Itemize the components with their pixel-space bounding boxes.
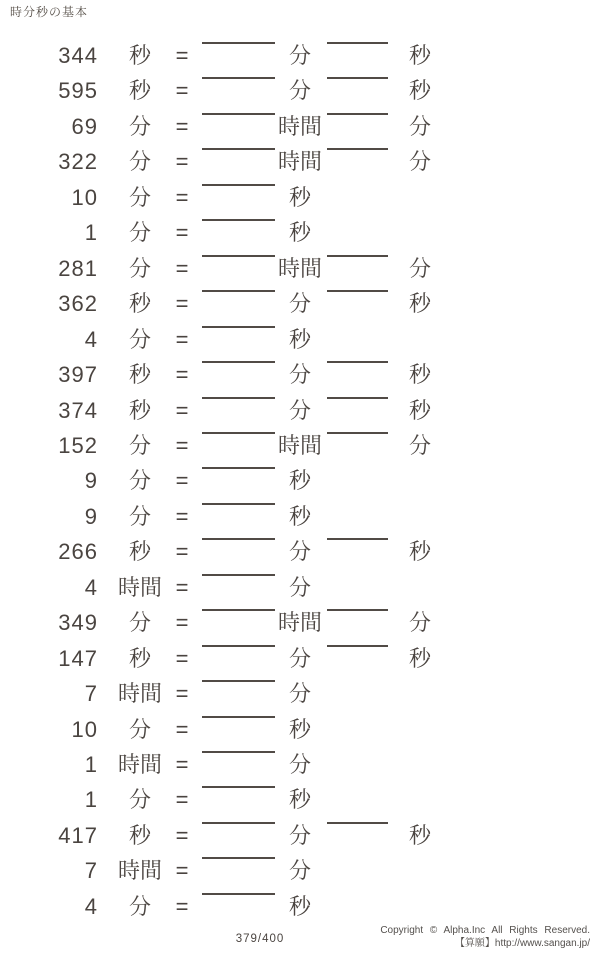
problem-from-unit: 時間 <box>117 681 162 707</box>
problem-unit-a: 秒 <box>288 787 311 813</box>
problem-unit-b: 秒 <box>408 645 431 671</box>
site-url[interactable]: 【算願】http://www.sangan.jp/ <box>454 937 590 949</box>
problem-row <box>0 751 600 787</box>
problem-from-unit: 分 <box>128 184 151 210</box>
problem-from-unit: 秒 <box>128 539 151 565</box>
problem-from-unit: 時間 <box>117 752 162 777</box>
problem-value: 152 <box>58 432 98 458</box>
problem-unit-a: 分 <box>288 752 311 777</box>
problem-row <box>0 184 600 220</box>
problem-unit-b: 分 <box>408 113 431 139</box>
problem-from-unit: 秒 <box>128 822 151 848</box>
problem-value: 69 <box>71 113 98 139</box>
problem-unit-a: 分 <box>288 78 311 104</box>
equals-sign: = <box>175 43 189 68</box>
problem-unit-b: 分 <box>408 610 431 636</box>
equals-sign: = <box>175 78 189 104</box>
problem-unit-a: 秒 <box>288 468 311 494</box>
problem-row <box>0 467 600 503</box>
problem-unit-a: 分 <box>288 43 311 68</box>
answer-blank-2[interactable] <box>327 397 388 399</box>
problem-unit-a: 秒 <box>288 716 311 742</box>
problem-row <box>0 148 600 184</box>
problem-value: 4 <box>84 574 98 600</box>
problem-row <box>0 219 600 255</box>
answer-blank-2[interactable] <box>327 255 388 257</box>
problem-unit-a: 分 <box>288 822 311 848</box>
problem-value: 374 <box>58 397 98 423</box>
problem-unit-b: 分 <box>408 255 431 281</box>
problem-unit-b: 秒 <box>408 822 431 848</box>
problem-from-unit: 時間 <box>117 858 162 884</box>
problem-value: 9 <box>84 503 98 529</box>
problem-unit-a: 分 <box>288 362 311 388</box>
problem-from-unit: 秒 <box>128 397 151 423</box>
page-title: 時分秒の基本 <box>10 5 89 19</box>
problem-value: 397 <box>58 362 98 388</box>
problem-from-unit: 分 <box>128 503 151 529</box>
problem-row <box>0 397 600 433</box>
problem-row <box>0 361 600 397</box>
problem-unit-b: 秒 <box>408 539 431 565</box>
problem-row <box>0 680 600 716</box>
answer-blank-2[interactable] <box>327 361 388 363</box>
problem-row <box>0 432 600 468</box>
problem-row <box>0 503 600 539</box>
equals-sign: = <box>175 184 189 210</box>
problem-unit-a: 時間 <box>277 432 322 458</box>
problem-from-unit: 分 <box>128 432 151 458</box>
problem-from-unit: 分 <box>128 610 151 636</box>
problem-unit-a: 時間 <box>277 113 322 139</box>
problem-value: 1 <box>84 752 98 777</box>
problem-from-unit: 秒 <box>128 291 151 317</box>
problem-row <box>0 77 600 113</box>
problem-unit-b: 秒 <box>408 78 431 104</box>
problem-unit-b: 秒 <box>408 43 431 68</box>
problem-unit-a: 分 <box>288 645 311 671</box>
problem-unit-a: 時間 <box>277 255 322 281</box>
problem-row <box>0 574 600 610</box>
problem-from-unit: 分 <box>128 220 151 246</box>
problem-unit-b: 秒 <box>408 291 431 317</box>
equals-sign: = <box>175 893 189 919</box>
problem-from-unit: 秒 <box>128 78 151 104</box>
problem-unit-a: 分 <box>288 858 311 884</box>
problem-value: 10 <box>71 716 98 742</box>
equals-sign: = <box>175 822 189 848</box>
problem-unit-a: 秒 <box>288 220 311 246</box>
problem-unit-a: 秒 <box>288 503 311 529</box>
problem-unit-b: 分 <box>408 432 431 458</box>
problem-unit-a: 秒 <box>288 184 311 210</box>
problem-value: 7 <box>84 858 98 884</box>
problem-unit-b: 分 <box>408 149 431 175</box>
equals-sign: = <box>175 432 189 458</box>
equals-sign: = <box>175 326 189 352</box>
equals-sign: = <box>175 858 189 884</box>
equals-sign: = <box>175 503 189 529</box>
answer-blank-2[interactable] <box>327 42 388 44</box>
problem-row <box>0 822 600 858</box>
problem-row <box>0 290 600 326</box>
problem-value: 7 <box>84 681 98 707</box>
equals-sign: = <box>175 255 189 281</box>
problem-row <box>0 857 600 893</box>
problem-value: 595 <box>58 78 98 104</box>
problem-row <box>0 645 600 681</box>
answer-blank-2[interactable] <box>327 645 388 647</box>
problem-from-unit: 分 <box>128 326 151 352</box>
equals-sign: = <box>175 716 189 742</box>
problem-unit-b: 秒 <box>408 397 431 423</box>
problem-row <box>0 538 600 574</box>
answer-blank-2[interactable] <box>327 609 388 611</box>
problem-from-unit: 分 <box>128 113 151 139</box>
problem-from-unit: 秒 <box>128 645 151 671</box>
answer-blank-2[interactable] <box>327 77 388 79</box>
page-number: 379/400 <box>235 933 285 945</box>
problem-value: 10 <box>71 184 98 210</box>
problem-row <box>0 255 600 291</box>
problem-from-unit: 分 <box>128 149 151 175</box>
problem-unit-b: 秒 <box>408 362 431 388</box>
problem-row <box>0 42 600 78</box>
copyright-text: Copyright © Alpha.Inc All Rights Reserved. <box>380 925 590 936</box>
problem-value: 1 <box>84 787 98 813</box>
problem-from-unit: 分 <box>128 468 151 494</box>
problem-unit-a: 時間 <box>277 149 322 175</box>
problem-value: 349 <box>58 610 98 636</box>
problem-from-unit: 秒 <box>128 362 151 388</box>
problem-from-unit: 秒 <box>128 43 151 68</box>
problem-unit-a: 時間 <box>277 610 322 636</box>
problem-value: 1 <box>84 220 98 246</box>
problem-value: 9 <box>84 468 98 494</box>
equals-sign: = <box>175 468 189 494</box>
problem-unit-a: 分 <box>288 539 311 565</box>
equals-sign: = <box>175 149 189 175</box>
problem-unit-a: 分 <box>288 291 311 317</box>
problem-unit-a: 分 <box>288 574 311 600</box>
problem-value: 344 <box>58 43 98 68</box>
problem-value: 322 <box>58 149 98 175</box>
equals-sign: = <box>175 610 189 636</box>
equals-sign: = <box>175 645 189 671</box>
problem-value: 362 <box>58 291 98 317</box>
equals-sign: = <box>175 397 189 423</box>
problem-value: 266 <box>58 539 98 565</box>
problem-row <box>0 326 600 362</box>
answer-blank-2[interactable] <box>327 538 388 540</box>
equals-sign: = <box>175 113 189 139</box>
equals-sign: = <box>175 291 189 317</box>
problem-row <box>0 786 600 822</box>
problem-unit-a: 秒 <box>288 326 311 352</box>
footer-copyright <box>270 925 590 950</box>
problem-value: 4 <box>84 893 98 919</box>
answer-blank-2[interactable] <box>327 822 388 824</box>
problem-from-unit: 分 <box>128 716 151 742</box>
problem-from-unit: 時間 <box>117 574 162 600</box>
equals-sign: = <box>175 362 189 388</box>
problem-row <box>0 609 600 645</box>
equals-sign: = <box>175 539 189 565</box>
problem-unit-a: 秒 <box>288 893 311 919</box>
problem-value: 417 <box>58 822 98 848</box>
equals-sign: = <box>175 787 189 813</box>
equals-sign: = <box>175 752 189 777</box>
problem-row <box>0 716 600 752</box>
problem-unit-a: 分 <box>288 681 311 707</box>
problem-from-unit: 分 <box>128 255 151 281</box>
problem-row <box>0 893 600 929</box>
answer-blank-2[interactable] <box>327 113 388 115</box>
answer-blank-2[interactable] <box>327 290 388 292</box>
answer-blank-2[interactable] <box>327 432 388 434</box>
equals-sign: = <box>175 574 189 600</box>
equals-sign: = <box>175 220 189 246</box>
problem-unit-a: 分 <box>288 397 311 423</box>
problem-row <box>0 113 600 149</box>
answer-blank-2[interactable] <box>327 148 388 150</box>
problem-value: 281 <box>58 255 98 281</box>
equals-sign: = <box>175 681 189 707</box>
problem-value: 147 <box>58 645 98 671</box>
problem-from-unit: 分 <box>128 893 151 919</box>
problem-from-unit: 分 <box>128 787 151 813</box>
problem-value: 4 <box>84 326 98 352</box>
